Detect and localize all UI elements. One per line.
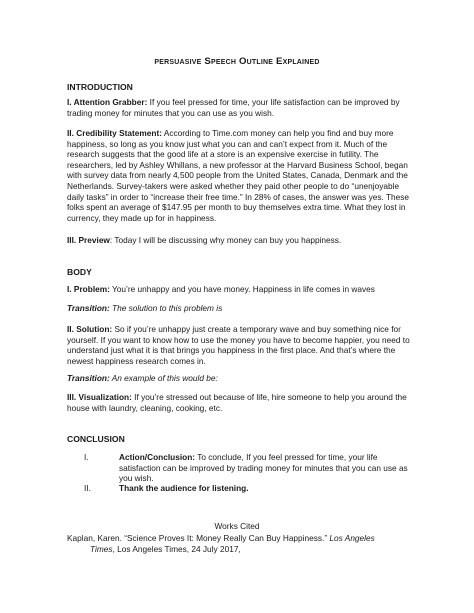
page-title: persuasive Speech Outline Explained xyxy=(154,56,320,67)
citation-journal: Los Angeles xyxy=(329,533,375,543)
intro-heading: INTRODUCTION xyxy=(67,82,133,92)
credibility-text: According to Time.com money can help you find and buy more happiness, so long as you know just what you can and can’t expect from it. Much of the research suggests that the good life at a store is an expensive exercise in futility. The researchers, led by Ashley Whillans, a new professor at the Harvard Business School, began with survey data from nearly 4,500 people from the United States, Canada, Denmark and the Netherlands. Survey-takers were asked whether they paid other people to do “unenjoyable daily tasks” in order to “increase their free time.” In 28% of cases, the answer was yes. These folks spent an average of $147.95 per month to buy themselves extra time. What they lost in currency, they made up for in happiness. xyxy=(67,128,410,223)
attention-grabber-paragraph xyxy=(67,97,413,118)
list-item xyxy=(119,452,409,484)
citation-rest: , Los Angeles Times, 24 July 2017, xyxy=(112,543,241,554)
visualization-label: III. Visualization: xyxy=(67,392,132,402)
attention-grabber-text: If you feel pressed for time, your life satisfaction can be improved by trading money for minutes that you can use as you wish. xyxy=(67,97,400,118)
visualization-paragraph xyxy=(67,392,413,413)
list-number: I. xyxy=(84,452,89,462)
citation-journal-cont: Times xyxy=(90,543,113,554)
list-number: II. xyxy=(84,483,91,493)
preview-label: III. Preview xyxy=(67,235,110,245)
action-conclusion-text: To conclude, If you feel pressed for time, your life satisfaction can be improved by trading money for minutes that you can use as you wish. xyxy=(119,452,408,484)
body-heading: BODY xyxy=(67,267,92,277)
visualization-text: If you’re stressed out because of life, hire someone to help you around the house with laundry, cleaning, cooking, etc. xyxy=(67,392,407,413)
attention-grabber-label: I. Attention Grabber: xyxy=(67,97,148,107)
transition-2-label: Transition: xyxy=(67,373,110,383)
solution-paragraph xyxy=(67,324,413,366)
works-cited-heading: Works Cited xyxy=(214,521,260,531)
thank-audience-label: Thank the audience for listening. xyxy=(119,483,249,493)
action-conclusion-label: Action/Conclusion: xyxy=(119,452,196,462)
preview-paragraph xyxy=(67,235,413,246)
transition-2 xyxy=(67,373,413,384)
transition-2-text: An example of this would be: xyxy=(109,373,218,383)
problem-label: I. Problem: xyxy=(67,284,110,294)
credibility-label: II. Credibility Statement: xyxy=(67,128,162,138)
citation-main: Kaplan, Karen. “Science Proves It: Money Really Can Buy Happiness.” xyxy=(67,533,330,543)
conclusion-heading: CONCLUSION xyxy=(67,434,125,444)
transition-1-text: The solution to this problem is xyxy=(109,303,223,313)
problem-text: You’re unhappy and you have money. Happiness in life comes in waves xyxy=(109,284,375,294)
problem-paragraph xyxy=(67,284,413,295)
transition-1 xyxy=(67,303,413,314)
solution-label: II. Solution: xyxy=(67,324,113,334)
citation-entry xyxy=(67,533,417,554)
list-item xyxy=(119,483,409,494)
solution-text: So if you’re unhappy just create a temporary wave and buy something nice for yourself. If you want to know how to use the money you have to become happier, you need to understand just what it is that brings you happiness in the first place. And that’s where the newest happiness research comes in. xyxy=(67,324,410,366)
preview-text: : Today I will be discussing why money can buy you happiness. xyxy=(109,235,342,245)
credibility-paragraph xyxy=(67,128,413,223)
transition-1-label: Transition: xyxy=(67,303,110,313)
